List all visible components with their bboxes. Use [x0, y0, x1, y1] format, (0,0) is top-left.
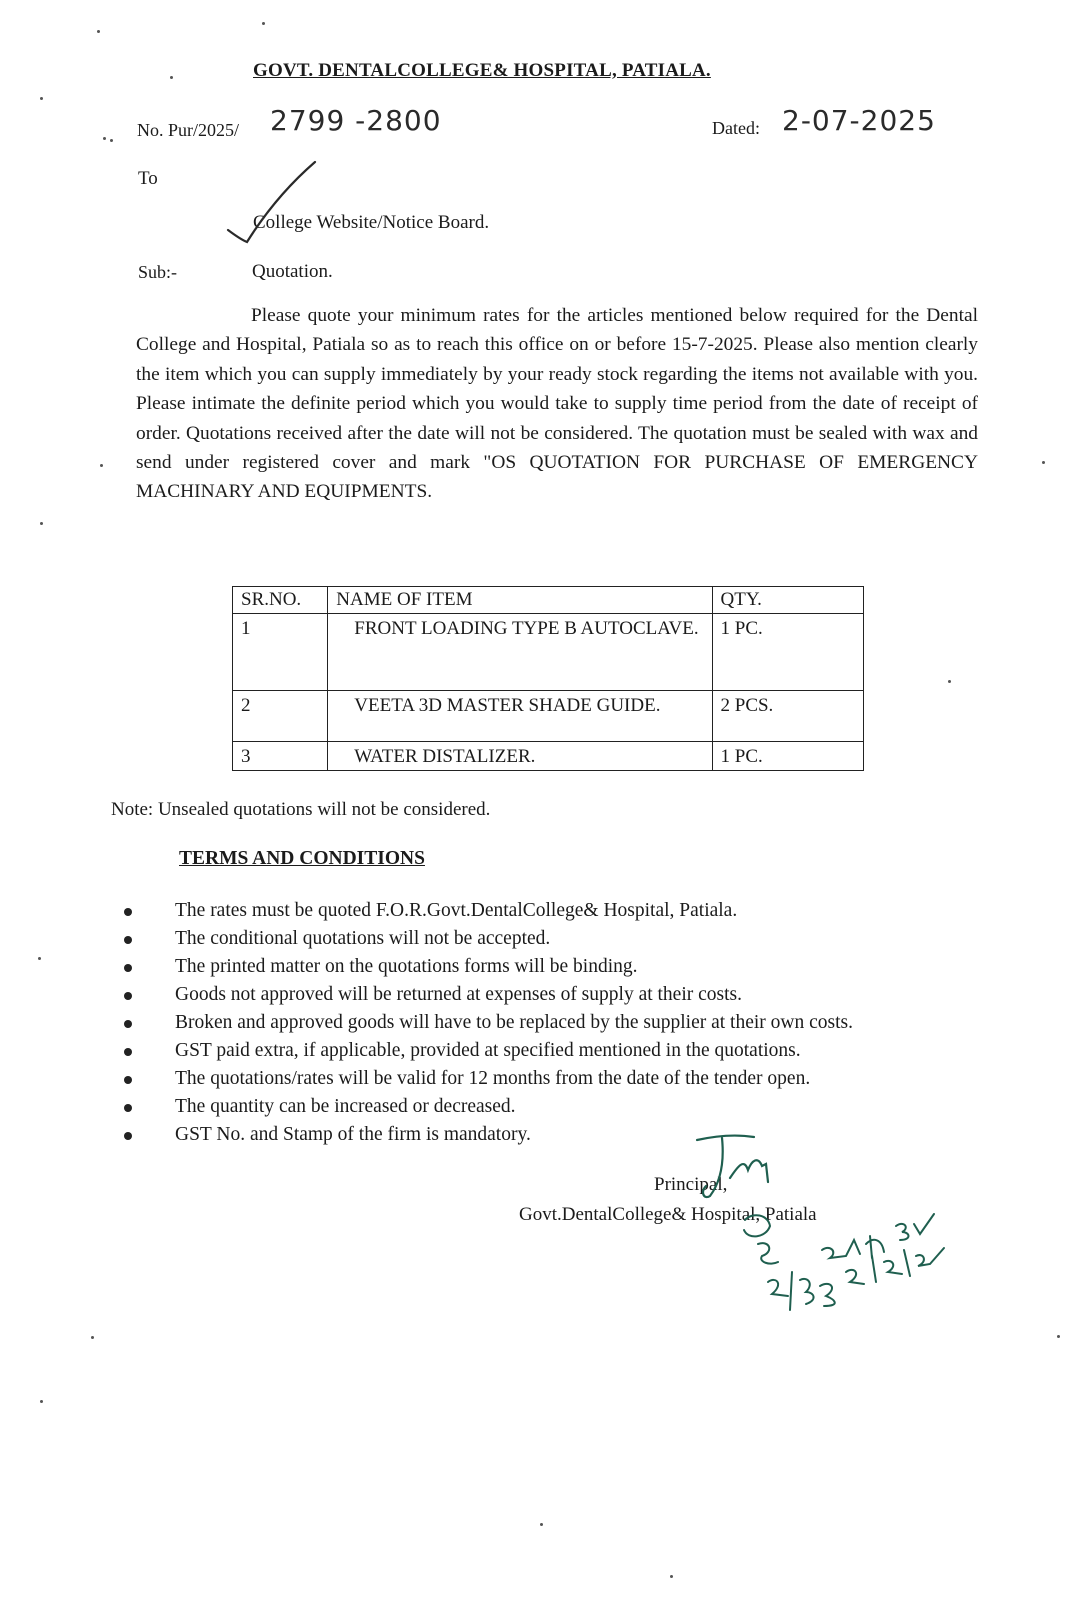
- table-row: [233, 691, 864, 742]
- bullet-icon: [124, 1104, 132, 1112]
- scan-speck: [170, 76, 173, 79]
- bullet-icon: [124, 992, 132, 1000]
- body-paragraph: Please quote your minimum rates for the articles mentioned below required for the Dental College and Hospital, Patiala so as to reach this office on or before 15-7-2025. Please also mention clearly the item which you can supply immediately by your ready stock regarding the items not available with you. Please intimate the definite period which you would take to supply time period from the date of receipt of order. Quotations received after the date will not be considered. The quotation must be sealed with wax and send under registered cover and mark "OS QUOTATION FOR PURCHASE OF EMERGENCY MACHINARY AND EQUIPMENTS.: [136, 305, 978, 503]
- subject-value: Quotation.: [252, 261, 333, 282]
- list-item: [120, 981, 853, 1009]
- scan-speck: [670, 1575, 673, 1578]
- header-sr-no: SR.NO.: [233, 587, 328, 614]
- note-text: Note: Unsealed quotations will not be considered.: [111, 799, 491, 820]
- table-row: [233, 742, 864, 771]
- scan-speck: [948, 680, 951, 683]
- item-name-text: FRONT LOADING TYPE B AUTOCLAVE.: [354, 618, 699, 639]
- term-text: The quotations/rates will be valid for 12 months from the date of the tender open.: [175, 1068, 811, 1089]
- bullet-icon: [124, 1132, 132, 1140]
- row-item-name: [328, 742, 712, 771]
- scan-speck: [40, 522, 43, 525]
- list-item: [120, 1121, 853, 1149]
- bullet-icon: [124, 908, 132, 916]
- bullet-icon: [124, 1048, 132, 1056]
- letterhead-title: GOVT. DENTALCOLLEGE& HOSPITAL, PATIALA.: [253, 60, 711, 81]
- scan-speck: [103, 137, 106, 140]
- term-text: The quantity can be increased or decreased.: [175, 1096, 516, 1117]
- list-item: [120, 1093, 853, 1121]
- table-row: [233, 614, 864, 691]
- scan-speck: [540, 1523, 543, 1526]
- scan-speck: [38, 957, 41, 960]
- term-text: GST paid extra, if applicable, provided at specified mentioned in the quotations.: [175, 1040, 801, 1061]
- row-sr-no: 2: [233, 691, 328, 742]
- reference-label: No. Pur/2025/: [137, 120, 240, 140]
- term-text: Broken and approved goods will have to be replaced by the supplier at their own costs.: [175, 1012, 853, 1033]
- bullet-icon: [124, 1020, 132, 1028]
- signatory-institution: Govt.DentalCollege& Hospital, Patiala: [519, 1204, 817, 1225]
- row-sr-no: 3: [233, 742, 328, 771]
- scan-speck: [97, 30, 100, 33]
- row-qty: 1 PC.: [712, 614, 864, 691]
- scan-speck: [40, 1400, 43, 1403]
- list-item: [120, 1009, 853, 1037]
- list-item: [120, 1065, 853, 1093]
- signatory-title: Principal,: [654, 1174, 728, 1195]
- reference-handwritten-number: 2799 -2800: [270, 104, 442, 137]
- list-item: [120, 897, 853, 925]
- row-item-name: [328, 691, 712, 742]
- term-text: Goods not approved will be returned at expenses of supply at their costs.: [175, 984, 742, 1005]
- scan-speck: [110, 139, 113, 142]
- scan-speck: [40, 97, 43, 100]
- scan-speck: [262, 22, 265, 25]
- scan-speck: [91, 1336, 94, 1339]
- term-text: The rates must be quoted F.O.R.Govt.DentalCollege& Hospital, Patiala.: [175, 900, 738, 921]
- table-header-row: [233, 587, 864, 614]
- to-label: To: [138, 168, 158, 189]
- bullet-icon: [124, 1076, 132, 1084]
- scan-speck: [1042, 461, 1045, 464]
- date-label: Dated:: [712, 118, 760, 138]
- bullet-icon: [124, 936, 132, 944]
- terms-title: TERMS AND CONDITIONS: [179, 848, 425, 869]
- header-item-name: NAME OF ITEM: [328, 587, 712, 614]
- row-qty: 1 PC.: [712, 742, 864, 771]
- header-qty: QTY.: [712, 587, 864, 614]
- list-item: [120, 953, 853, 981]
- initials-marks-icon: [744, 1214, 944, 1310]
- row-qty: 2 PCS.: [712, 691, 864, 742]
- date-handwritten-value: 2-07-2025: [782, 104, 936, 137]
- term-text: The conditional quotations will not be accepted.: [175, 928, 551, 949]
- bullet-icon: [124, 964, 132, 972]
- recipient: College Website/Notice Board.: [253, 212, 490, 233]
- scan-speck: [1057, 1335, 1060, 1338]
- list-item: [120, 1037, 853, 1065]
- items-table: [232, 586, 864, 771]
- subject-label: Sub:-: [138, 262, 178, 282]
- row-item-name: [328, 614, 712, 691]
- row-sr-no: 1: [233, 614, 328, 691]
- list-item: [120, 925, 853, 953]
- item-name-text: WATER DISTALIZER.: [354, 746, 536, 767]
- terms-list: [120, 897, 853, 1149]
- scan-speck: [100, 464, 103, 467]
- item-name-text: VEETA 3D MASTER SHADE GUIDE.: [354, 695, 661, 716]
- term-text: GST No. and Stamp of the firm is mandatory.: [175, 1124, 531, 1145]
- term-text: The printed matter on the quotations forms will be binding.: [175, 956, 638, 977]
